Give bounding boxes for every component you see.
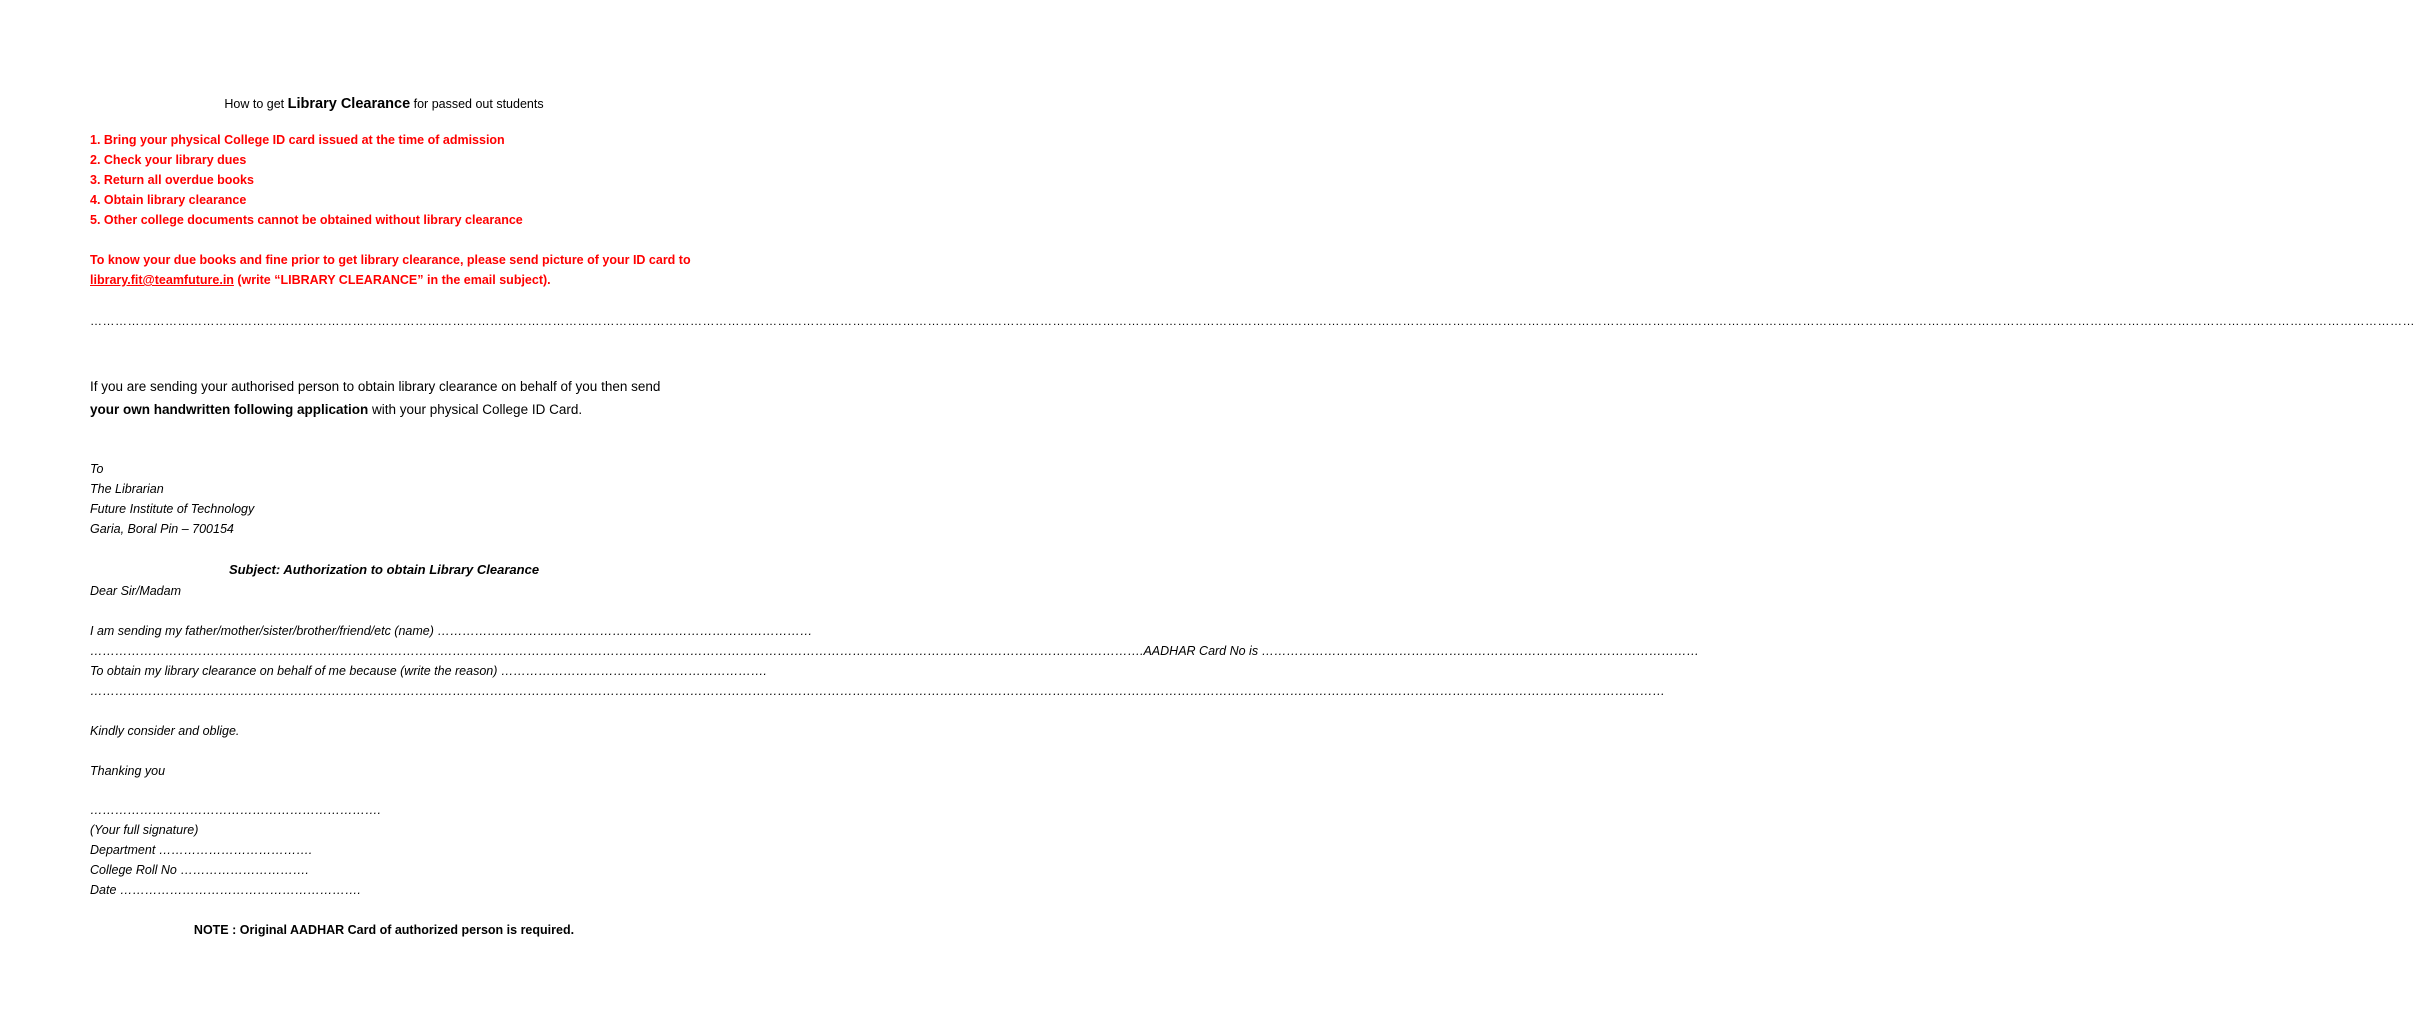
address-line-institute: Future Institute of Technology bbox=[90, 502, 255, 516]
dotted-separator: ……………………………………………………………………………………………………………………………………………………………………………………………………………………………………………………………………………………………………………………………………………………………………………………………………………………………………………………………………………………………………………… bbox=[90, 314, 2415, 328]
due-notice-line-2 bbox=[90, 272, 551, 288]
due-notice-line-1: To know your due books and fine prior to get library clearance, please send picture of your ID card to bbox=[90, 253, 691, 267]
email-link[interactable]: library.fit@teamfuture.in bbox=[90, 273, 234, 287]
letter-line-name: I am sending my father/mother/sister/brother/friend/etc (name) ……………………………………………………………………………… bbox=[90, 624, 813, 638]
due-notice-email-subject-hint: (write “LIBRARY CLEARANCE” in the email subject). bbox=[233, 273, 551, 287]
step-2: 2. Check your library dues bbox=[90, 153, 247, 167]
address-line-location: Garia, Boral Pin – 700154 bbox=[90, 522, 234, 536]
date-field: Date …………………………………………………. bbox=[90, 883, 361, 897]
intro-line-2 bbox=[90, 401, 582, 419]
closing-line: Kindly consider and oblige. bbox=[90, 724, 240, 738]
thanks-line: Thanking you bbox=[90, 764, 166, 778]
letter-line-reason-continued: ……………………………………………………………………………………………………………………………………………………………………………………………………………………………………………………………………………………………………………………………………………… bbox=[90, 684, 1665, 698]
letter-subject: Subject: Authorization to obtain Library Clearance bbox=[228, 562, 540, 577]
intro-line-2-rest: with your physical College ID Card. bbox=[368, 402, 583, 417]
signature-label: (Your full signature) bbox=[90, 823, 199, 837]
salutation: Dear Sir/Madam bbox=[90, 584, 181, 598]
title-prefix: How to get bbox=[224, 97, 288, 111]
department-field: Department ………………………………. bbox=[90, 843, 313, 857]
college-roll-field: College Roll No …………………………. bbox=[90, 863, 309, 877]
signature-line: ……………………………………………………………. bbox=[90, 803, 381, 817]
step-4: 4. Obtain library clearance bbox=[90, 193, 247, 207]
aadhar-note: NOTE : Original AADHAR Card of authorized person is required. bbox=[193, 923, 575, 937]
letter-line-aadhar: ……………………………………………………………………………………………………………………………………………………………………………………………………………………………….AADHAR Card No is …………………………………………………………………………………………… bbox=[90, 644, 1700, 658]
address-line-recipient: The Librarian bbox=[90, 482, 164, 496]
intro-handwritten-emphasis: your own handwritten following application bbox=[90, 402, 369, 417]
page-title bbox=[0, 95, 768, 113]
title-emphasis: Library Clearance bbox=[287, 96, 411, 112]
address-line-to: To bbox=[90, 462, 104, 476]
intro-line-1: If you are sending your authorised person to obtain library clearance on behalf of you then send bbox=[90, 379, 661, 394]
letter-line-reason: To obtain my library clearance on behalf of me because (write the reason) ………………………………………………………. bbox=[90, 664, 767, 678]
step-1: 1. Bring your physical College ID card issued at the time of admission bbox=[90, 133, 505, 147]
step-5: 5. Other college documents cannot be obtained without library clearance bbox=[90, 213, 523, 227]
title-suffix: for passed out students bbox=[410, 97, 544, 111]
step-3: 3. Return all overdue books bbox=[90, 173, 254, 187]
